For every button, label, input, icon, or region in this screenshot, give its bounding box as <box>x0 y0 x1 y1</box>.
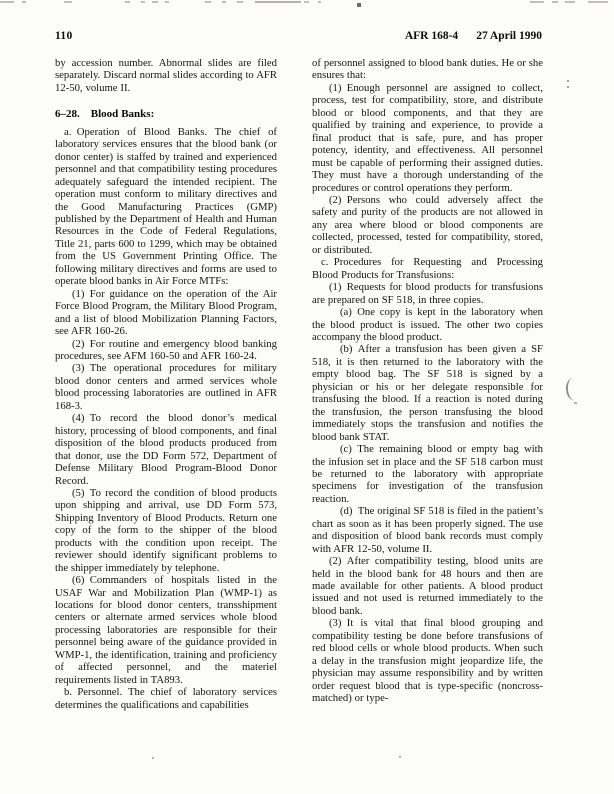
scan-artifact <box>152 1 158 3</box>
paragraph: (d) The original SF 518 is filed in the patient’s chart as soon as it has been properly signed. The use and disposition of blood bank records must comply with AFR 12-50, volume II. <box>312 505 543 555</box>
scan-artifact <box>399 756 401 758</box>
page-number: 110 <box>55 30 73 42</box>
paragraph: (3) The operational procedures for military blood donor centers and armed services whole blood processing laboratories are outlined in AFR 168-3. <box>55 362 277 412</box>
paragraph: (1) For guidance on the operation of the Air Force Blood Program, the Military Blood Program, and a list of blood Mobilization Planning Factors, see AFR 160-26. <box>55 287 277 338</box>
paragraph: a. Operation of Blood Banks. The chief of laboratory services ensures that the blood bank (or donor center) is staffed by trained and experienced personnel and that compatibility testing procedures adequately safeguard the intended recipient. The operation must conform to military directives and the Good Manufacturing Practices (GMP) published by the Department of Health and Human Resources in the Code of Federal Regulations, Title 21, parts 600 to 1299, which may be obtained from the US Government Printing Office. The following military directives and forms are used to operate blood banks in Air Force MTFs: <box>55 125 277 288</box>
scan-artifact <box>152 757 154 759</box>
page-header <box>405 30 542 42</box>
page-body <box>55 57 543 711</box>
scan-artifact <box>255 1 301 3</box>
paragraph: c. Procedures for Requesting and Processing Blood Products for Transfusions: <box>312 256 543 281</box>
scan-artifact <box>318 1 321 3</box>
paragraph: (1) Requests for blood products for transfusions are prepared on SF 518, in three copies. <box>312 281 543 306</box>
scan-artifact <box>64 1 72 3</box>
paragraph: b. Personnel. The chief of laboratory services determines the qualifications and capabilities <box>55 686 277 711</box>
scan-artifact <box>565 378 576 402</box>
paragraph: (c) The remaining blood or empty bag with the infusion set in place and the SF 518 carbon must be returned to the laboratory with appropriate specimens for investigation of the transfusion reaction. <box>312 443 543 505</box>
scan-artifact <box>567 80 569 92</box>
scan-artifact <box>237 1 243 3</box>
paragraph: (3) It is vital that final blood grouping and compatibility testing be done before transfusions of red blood cells or whole blood products. When such a delay in the transfusion might jeopardize life, the physician may assume responsibility and by written order request blood that is type-specific (noncross-matched) or type- <box>312 617 543 705</box>
header-regulation-number: AFR 168-4 <box>404 30 459 42</box>
paragraph: (5) To record the condition of blood products upon shipping and arrival, use DD Form 573, Shipping Inventory of Blood Products. Return one copy of the form to the shipper of the blood products with the condition upon receipt. The reviewer should identify significant problems to the shipper immediately by telephone. <box>55 486 277 574</box>
scan-artifact <box>565 1 575 3</box>
section-heading: 6–28. Blood Banks: <box>55 108 155 121</box>
scan-artifact <box>552 1 558 3</box>
scan-artifact <box>125 1 130 3</box>
paragraph: (2) Persons who could adversely affect the safety and purity of the products are not allowed in any area where blood or blood components are collected, processed, tested for compatibility, stored, or distributed. <box>312 193 543 256</box>
scan-artifact <box>222 1 226 3</box>
scan-artifact <box>22 1 26 3</box>
scan-artifact <box>165 1 169 3</box>
scan-artifact <box>588 1 608 3</box>
scan-artifact <box>205 1 211 3</box>
right-column <box>312 57 543 711</box>
paragraph: (2) After compatibility testing, blood units are held in the blood bank for 48 hours and then are made available for other patients. A blood product issued and not used is returned immediately to the blood bank. <box>312 555 543 617</box>
paragraph: (b) After a transfusion has been given a SF 518, it is then returned to the laboratory with the empty blood bag. The SF 518 is signed by a physician or his or her delegate responsible for transfusing the blood. If a reaction is noted during the transfusion, the person transfusing the blood immediately stops the transfusion and notifies the blood bank STAT. <box>312 343 543 443</box>
header-date: 27 April 1990 <box>476 30 542 42</box>
paragraph: (a) One copy is kept in the laboratory when the blood product is issued. The other two copies accompany the blood product. <box>312 306 543 343</box>
scan-artifact <box>0 1 14 3</box>
left-column <box>55 57 277 711</box>
scan-artifact <box>141 1 145 3</box>
paragraph: of personnel assigned to blood bank duties. He or she ensures that: <box>312 57 543 82</box>
scan-artifact <box>357 3 361 7</box>
paragraph: (2) For routine and emergency blood banking procedures, see AFM 160-50 and AFR 160-24. <box>55 337 277 362</box>
paragraph: (6) Commanders of hospitals listed in the USAF War and Mobilization Plan (WMP-1) as locations for blood donor centers, transshipment centers or alternate armed services whole blood processing laboratories are responsible for their personnel being aware of the guidance provided in WMP-1, the identification, training and proficiency of affected personnel, and the materiel requirements listed in TA893. <box>55 574 277 686</box>
scan-artifact <box>574 402 577 404</box>
paragraph: (4) To record the blood donor’s medical history, processing of blood components, and final disposition of the blood products produced from that donor, use the DD Form 572, Department of Defense Military Blood Program-Blood Donor Record. <box>55 412 277 487</box>
scan-artifact <box>304 1 309 3</box>
scan-artifact <box>530 1 544 3</box>
paragraph: (1) Enough personnel are assigned to collect, process, test for compatibility, store, and distribute blood or blood components, and that they are qualified by training and experience, to provide a final product that is safe, pure, and has proper potency, identity, and effectiveness. All personnel must be capable of performing their assigned duties. They must have a thorough understanding of the procedures or control operations they perform. <box>312 81 543 194</box>
paragraph: by accession number. Abnormal slides are filed separately. Discard normal slides according to AFR 12-50, volume II. <box>55 57 277 94</box>
